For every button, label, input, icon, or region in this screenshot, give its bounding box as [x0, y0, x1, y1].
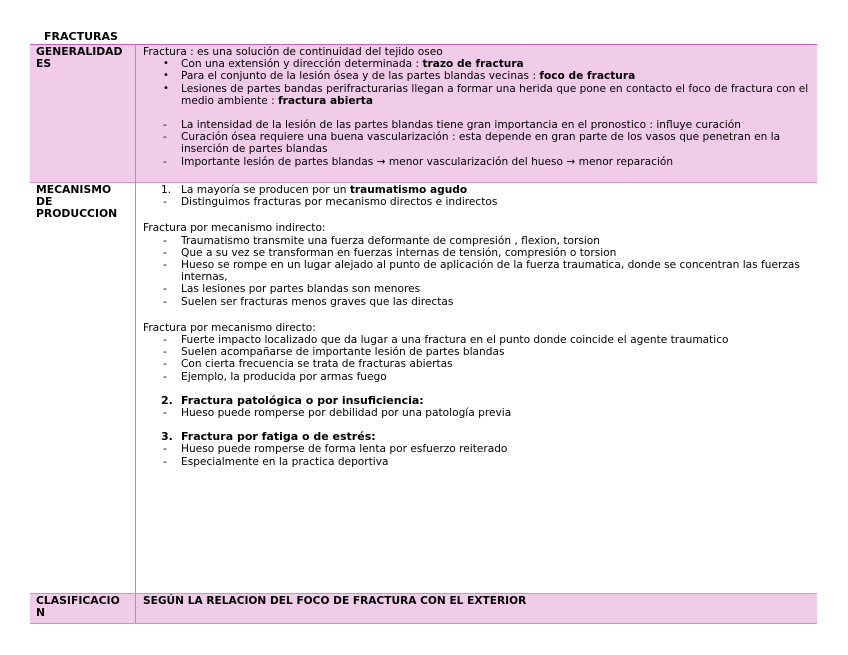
list-item: - Hueso puede romperse de forma lenta por esfuerzo reiterado: [143, 443, 811, 455]
list-item: • Con una extensión y dirección determinada : trazo de fractura: [143, 58, 811, 70]
mecanismo-content: [136, 183, 818, 594]
item-3-heading: 3. Fractura por fatiga o de estrés:: [161, 430, 376, 444]
clasificacion-heading: SEGÚN LA RELACION DEL FOCO DE FRACTURA CON EL EXTERIOR: [136, 594, 818, 624]
generalidades-content: [136, 45, 818, 183]
item-2-heading: 2. Fractura patológica o por insuficiencia:: [161, 393, 424, 407]
list-item: - Con cierta frecuencia se trata de fracturas abiertas: [143, 358, 811, 370]
list-item: - Hueso puede romperse por debilidad por una patología previa: [143, 407, 811, 419]
generalidades-intro: Fractura : es una solución de continuidad del tejido oseo: [143, 46, 443, 58]
list-item: 1. La mayoría se producen por un traumatismo agudo: [161, 184, 468, 196]
fracturas-table: [30, 44, 817, 624]
generalidades-bullets: [143, 58, 811, 107]
list-item: - Importante lesión de partes blandas → menor vascularización del hueso → menor reparación: [143, 156, 811, 168]
document-title: FRACTURAS: [44, 30, 118, 43]
list-item: - Ejemplo, la producida por armas fuego: [143, 371, 811, 383]
mecanismo-label: MECANISMO DE PRODUCCION: [30, 183, 136, 594]
list-item: - Curación ósea requiere una buena vascularización : esta depende en gran parte de los vasos que penetran en la inserción de partes blandas: [143, 131, 811, 155]
list-item: - Las lesiones por partes blandas son menores: [143, 283, 811, 295]
generalidades-row: [30, 45, 817, 183]
list-item: - Suelen ser fracturas menos graves que las directas: [143, 296, 811, 308]
list-item: - Distinguimos fracturas por mecanismo directos e indirectos: [143, 196, 811, 208]
list-item: - Que a su vez se transforman en fuerzas internas de tensión, compresión o torsion: [143, 247, 811, 259]
directo-title: Fractura por mecanismo directo:: [143, 321, 316, 334]
indirecto-title: Fractura por mecanismo indirecto:: [143, 222, 326, 235]
list-item: - La intensidad de la lesión de las partes blandas tiene gran importancia en el pronostico : influye curación: [143, 119, 811, 131]
list-item: - Hueso se rompe en un lugar alejado al punto de aplicación de la fuerza traumatica, donde se concentran las fuerzas internas,: [143, 259, 811, 283]
generalidades-dashes: [143, 119, 811, 168]
mecanismo-row: [30, 183, 817, 594]
clasificacion-label: CLASIFICACIO N: [30, 594, 136, 624]
clasificacion-row: [30, 594, 817, 624]
indirecto-list: [143, 235, 811, 308]
list-item: - Suelen acompañarse de importante lesión de partes blandas: [143, 346, 811, 358]
mecanismo-item-1: [143, 184, 811, 196]
list-item: • Para el conjunto de la lesión ósea y de las partes blandas vecinas : foco de fractura: [143, 70, 811, 82]
directo-list: [143, 334, 811, 383]
generalidades-label: GENERALIDAD ES: [30, 45, 136, 183]
list-item: - Traumatismo transmite una fuerza deformante de compresión , flexion, torsion: [143, 235, 811, 247]
list-item: - Fuerte impacto localizado que da lugar a una fractura en el punto donde coincide el agente traumatico: [143, 334, 811, 346]
list-item: • Lesiones de partes bandas perifracturarias llegan a formar una herida que pone en contacto el foco de fractura con el medio ambiente : fractura abierta: [143, 83, 811, 107]
list-item: - Especialmente en la practica deportiva: [143, 456, 811, 468]
